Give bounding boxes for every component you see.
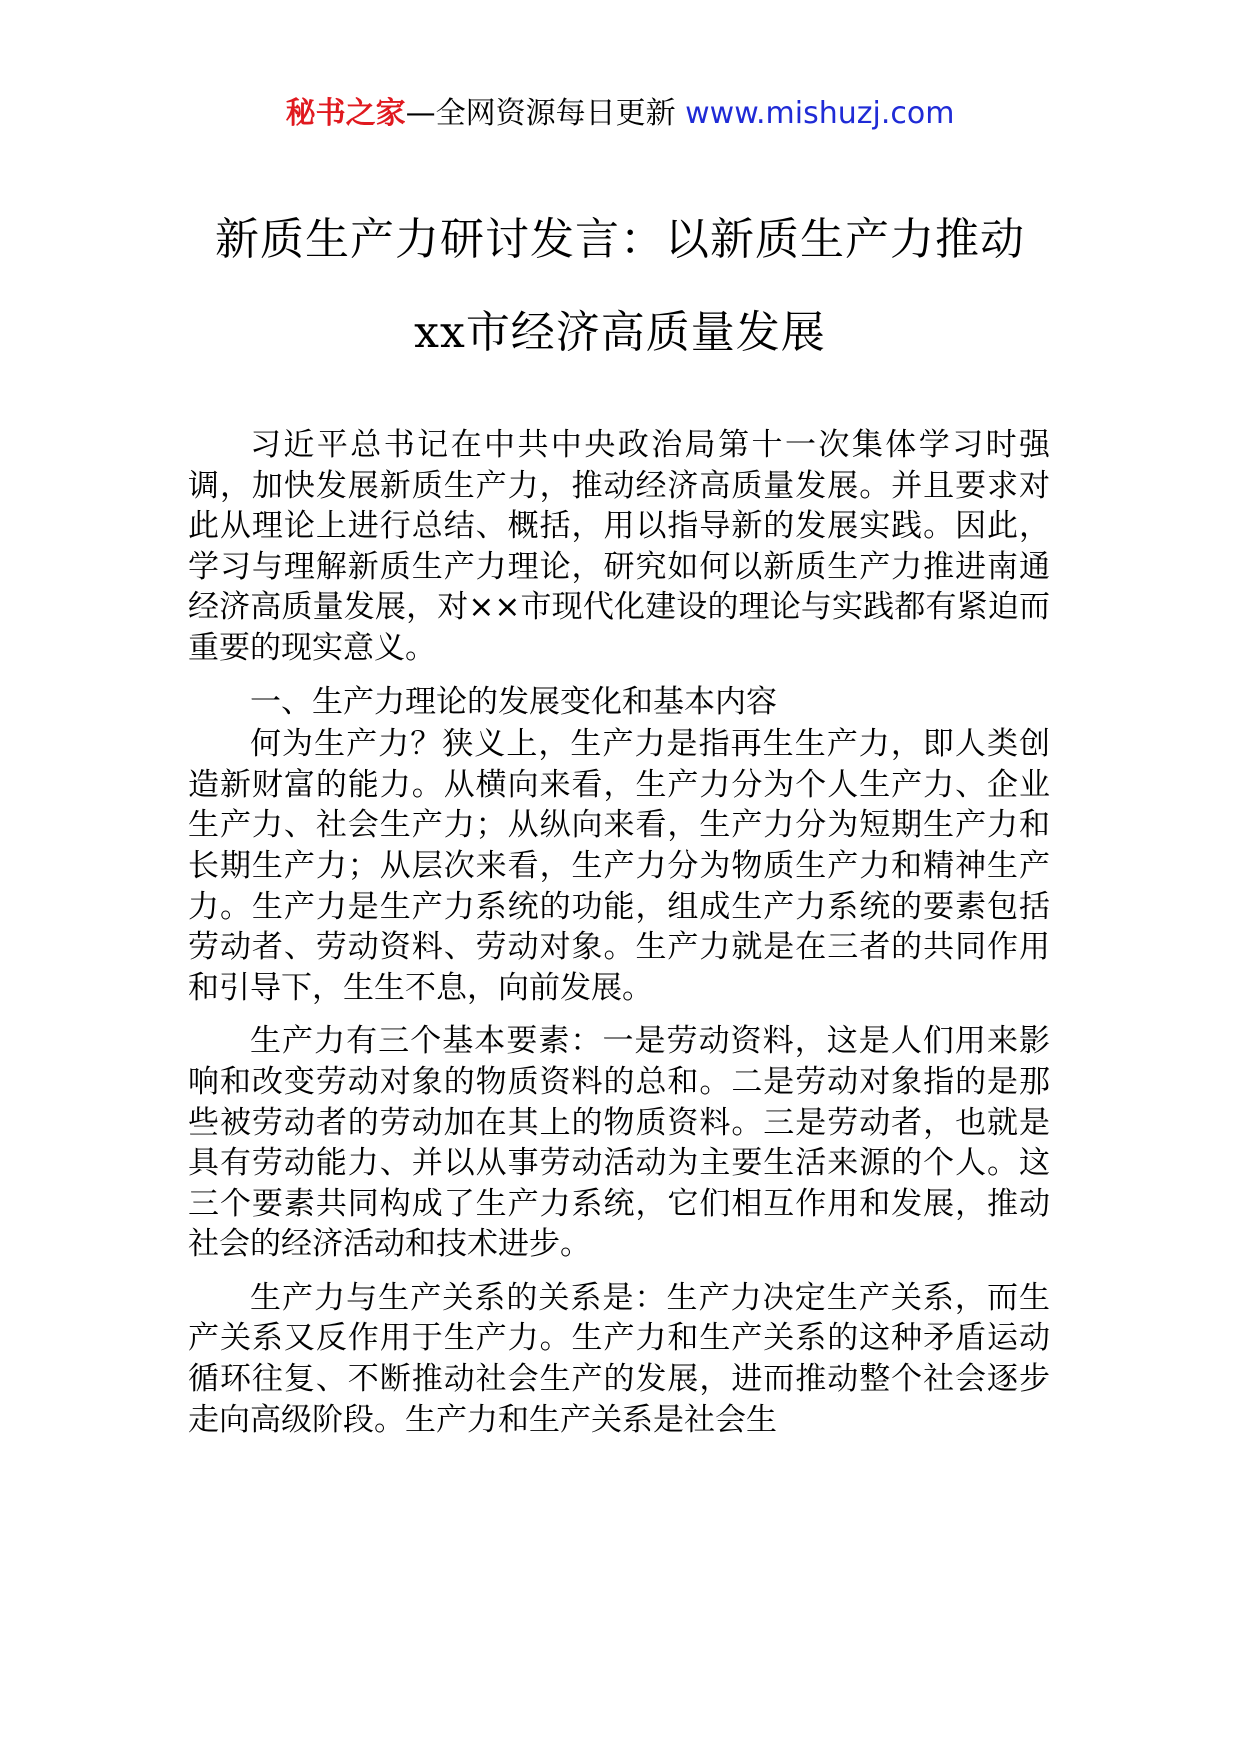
site-tagline: —全网资源每日更新: [405, 96, 676, 131]
site-url-link[interactable]: www.mishuzj.com: [685, 96, 955, 131]
paragraph-intro: 习近平总书记在中共中央政治局第十一次集体学习时强调，加快发展新质生产力，推动经济高质量发展。并且要求对此从理论上进行总结、概括，用以指导新的发展实践。因此，学习与理解新质生产力理论，研究如何以新质生产力推进南通经济高质量发展，对××市现代化建设的理论与实践都有紧迫而重要的现实意义。: [188, 427, 1050, 666]
site-header: [0, 94, 1240, 134]
document-title-line-2: [0, 305, 1240, 361]
section-heading-1: 一、生产力理论的发展变化和基本内容: [250, 683, 777, 720]
title-city-placeholder: xx: [414, 307, 466, 358]
paragraph-productivity-definition: 何为生产力？狭义上，生产力是指再生生产力，即人类创造新财富的能力。从横向来看，生产力分为个人生产力、企业生产力、社会生产力；从纵向来看，生产力分为短期生产力和长期生产力；从层次来看，生产力分为物质生产力和精神生产力。生产力是生产力系统的功能，组成生产力系统的要素包括劳动者、劳动资料、劳动对象。生产力就是在三者的共同作用和引导下，生生不息，向前发展。: [188, 726, 1050, 1006]
document-title-line-1: 新质生产力研讨发言：以新质生产力推动: [215, 214, 1025, 265]
document-body: [188, 425, 1050, 1453]
paragraph-three-elements: 生产力有三个基本要素：一是劳动资料，这是人们用来影响和改变劳动对象的物质资料的总和。二是劳动对象指的是那些被劳动者的劳动加在其上的物质资料。三是劳动者，也就是具有劳动能力、并以从事劳动活动为主要生活来源的个人。这三个要素共同构成了生产力系统，它们相互作用和发展，推动社会的经济活动和技术进步。: [188, 1023, 1050, 1263]
paragraph-production-relations: 生产力与生产关系的关系是：生产力决定生产关系，而生产关系又反作用于生产力。生产力和生产关系的这种矛盾运动循环往复、不断推动社会生产的发展，进而推动整个社会逐步走向高级阶段。生产力和生产关系是社会生: [188, 1279, 1050, 1438]
site-brand: 秘书之家: [285, 96, 406, 131]
title-line-2-text: 市经济高质量发展: [465, 307, 826, 358]
